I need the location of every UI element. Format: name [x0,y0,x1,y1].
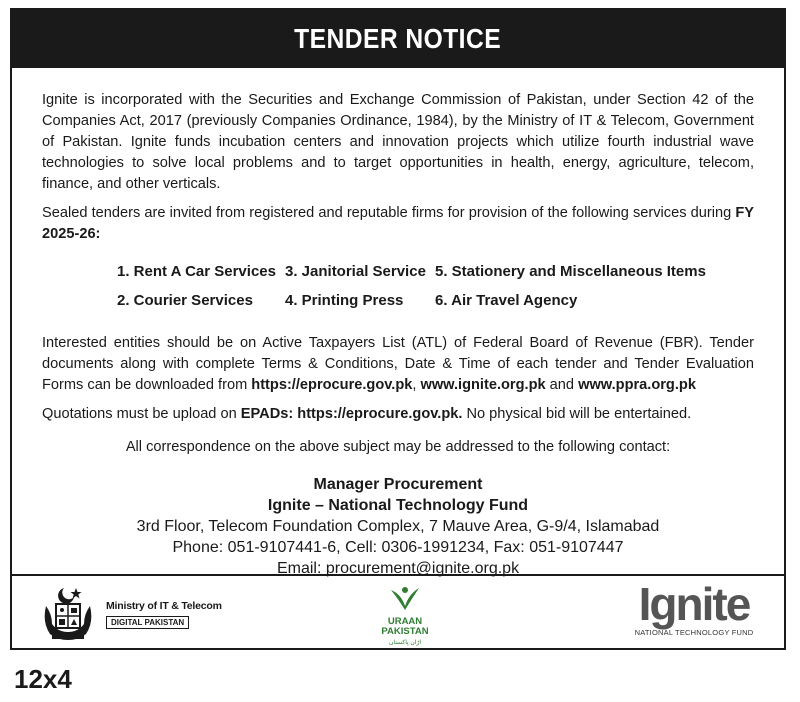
correspondence-line: All correspondence on the above subject may be addressed to the following contact: [125,439,671,455]
contact-phone: Phone: 051-9107441-6, Cell: 0306-1991234, Fax: 051-9107447 [172,539,624,556]
ignite-logo [614,580,774,637]
notice-body [42,90,754,579]
contact-email[interactable]: Email: procurement@ignite.org.pk [276,560,520,577]
ignite-tagline: NATIONAL TECHNOLOGY FUND [634,628,754,637]
contact-address: 3rd Floor, Telecom Foundation Complex, 7 Mauve Area, G-9/4, Islamabad [136,518,660,535]
eprocure-link[interactable]: https://eprocure.gov.pk [251,377,413,393]
page-title: TENDER NOTICE [294,23,502,54]
digital-pakistan-badge: DIGITAL PAKISTAN [106,616,189,629]
contact-org: Ignite – National Technology Fund [267,497,529,514]
ad-size-label: 12x4 [14,664,72,694]
atl-and: and [545,377,579,393]
epads-link[interactable]: EPADs: https://eprocure.gov.pk. [240,406,463,422]
service-item: 4. Printing Press [285,292,404,309]
service-item: 1. Rent A Car Services [117,263,276,280]
service-item: 5. Stationery and Miscellaneous Items [435,263,706,280]
government-emblem-icon [38,584,98,644]
atl-text: Interested entities should be on Active Taxpayers List (ATL) of Federal Board of Revenue (FBR). Tender documents along with complete Terms & Conditions, Date & Time of each tender and Tender Evaluation Forms can be downloaded from [42,335,754,393]
uraan-line2: PAKISTAN [381,626,429,637]
services-list [117,261,754,311]
bird-icon [387,584,423,612]
intro-paragraph: Ignite is incorporated with the Securities and Exchange Commission of Pakistan, under Section 42 of the Companies Act, 2017 (previously Companies Ordinance, 1984), by the Ministry of IT & Telecom, Government of Pakistan. Ignite funds incubation centers and innovation projects which utilize fourth industrial wave technologies to solve local problems and to target opportunities in health, energy, agriculture, telecom, finance, and other verticals. [42,92,754,192]
uraan-line1: URAAN [387,616,423,627]
fiscal-year: FY 2025-26: [42,205,754,242]
quotation-pre: Quotations must be upload on [42,406,241,422]
uraan-pakistan-logo [370,584,440,646]
service-item: 6. Air Travel Agency [435,292,578,309]
quotation-post: No physical bid will be entertained. [462,406,692,422]
ppra-link[interactable]: www.ppra.org.pk [578,377,696,393]
service-item: 3. Janitorial Service [285,263,426,280]
invite-paragraph [42,203,754,245]
ministry-name: Ministry of IT & Telecom [106,600,222,612]
invite-text: Sealed tenders are invited from registered and reputable firms for provision of the following services during [42,205,736,221]
ignite-wordmark: Ignite [638,578,750,630]
tender-notice-frame [10,8,786,650]
logo-strip [12,576,784,650]
atl-paragraph [42,333,754,396]
ignite-link[interactable]: www.ignite.org.pk [420,377,546,393]
atl-separator: , [412,377,421,393]
ministry-logo [106,600,222,630]
uraan-urdu: اڑان پاکستان [388,640,422,646]
service-item: 2. Courier Services [117,292,253,309]
contact-title: Manager Procurement [313,476,483,493]
contact-block [42,474,754,579]
title-bar [12,10,784,68]
quotation-paragraph [42,404,754,425]
